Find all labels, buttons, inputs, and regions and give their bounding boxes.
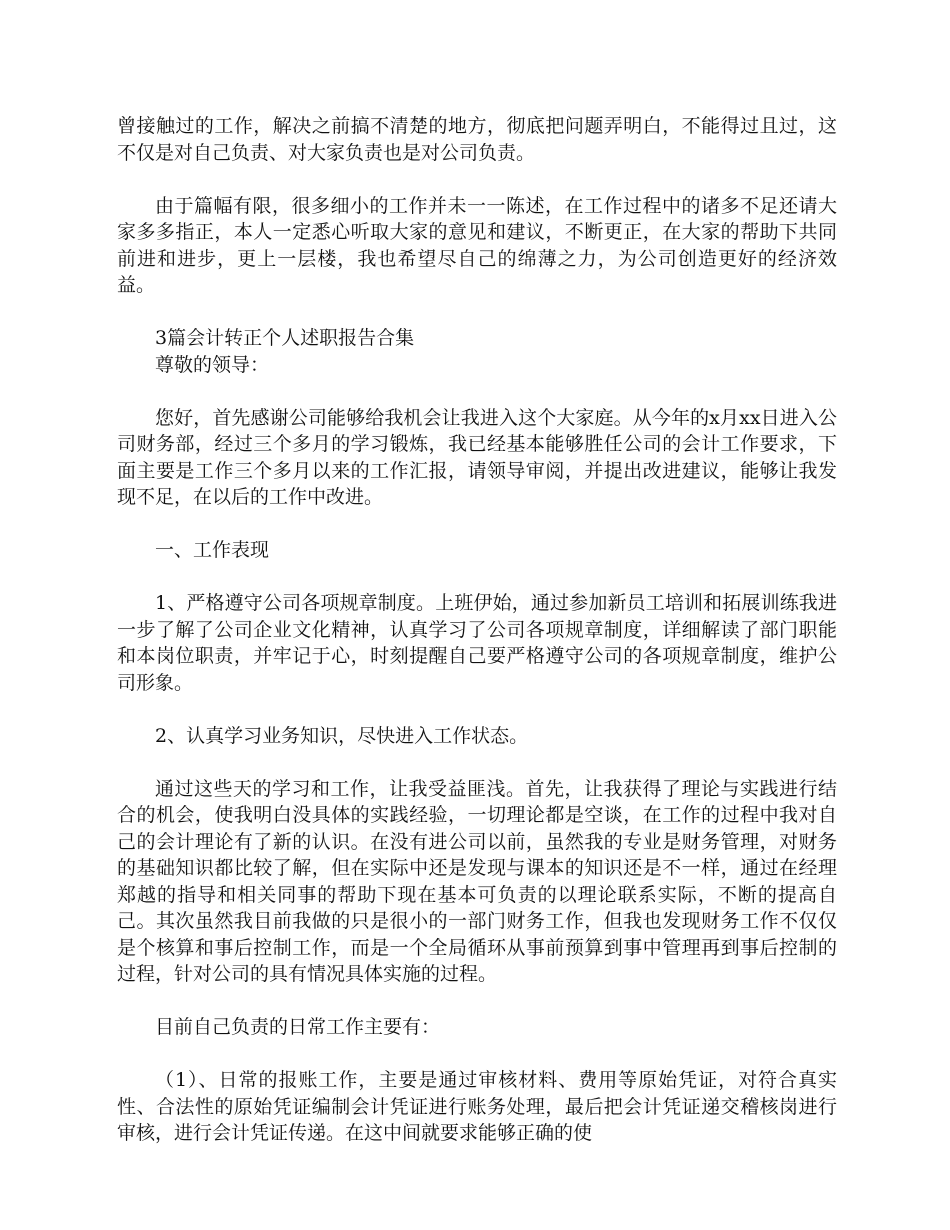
section-heading: 一、工作表现 (155, 539, 270, 561)
paragraph-item-2: 2、认真学习业务知识，尽快进入工作状态。 (155, 724, 529, 747)
document-page (117, 113, 837, 1147)
document-title: 3篇会计转正个人述职报告合集 (155, 327, 415, 349)
paragraph-greeting: 您好，首先感谢公司能够给我机会让我进入这个大家庭。从今年的x月xx日进入公司财务部，经过三个多月的学习锻炼，我已经基本能够胜任公司的会计工作要求，下面主要是工作三个多月以来的工作汇报，请领导审阅，并提出改进建议，能够让我发现不足，在以后的工作中改进。 (117, 406, 837, 508)
paragraph-daily-work-1: （1）、日常的报账工作，主要是通过审核材料、费用等原始凭证，对符合真实性、合法性的原始凭证编制会计凭证进行账务处理，最后把会计凭证递交稽核岗进行审核，进行会计凭证传递。在这中间就要求能够正确的使 (117, 1069, 837, 1144)
paragraph-item-1: 1、严格遵守公司各项规章制度。上班伊始，通过参加新员工培训和拓展训练我进一步了解了公司企业文化精神，认真学习了公司各项规章制度，详细解读了部门职能和本岗位职责，并牢记于心，时刻提醒自己要严格遵守公司的各项规章制度，维护公司形象。 (117, 592, 837, 694)
salutation: 尊敬的领导： (155, 353, 270, 376)
paragraph-closing: 由于篇幅有限，很多细小的工作并未一一陈述，在工作过程中的诸多不足还请大家多多指正，本人一定悉心听取大家的意见和建议，不断更正，在大家的帮助下共同前进和进步，更上一层楼，我也希望尽自己的绵薄之力，为公司创造更好的经济效益。 (117, 194, 837, 296)
paragraph-continuation: 曾接触过的工作，解决之前搞不清楚的地方，彻底把问题弄明白，不能得过且过，这不仅是对自己负责、对大家负责也是对公司负责。 (117, 115, 837, 164)
paragraph-learning: 通过这些天的学习和工作，让我受益匪浅。首先，让我获得了理论与实践进行结合的机会，使我明白没具体的实践经验，一切理论都是空谈，在工作的过程中我对自己的会计理论有了新的认识。在没有进公司以前，虽然我的专业是财务管理，对财务的基础知识都比较了解，但在实际中还是发现与课本的知识还是不一样，通过在经理郑越的指导和相关同事的帮助下现在基本可负责的以理论联系实际，不断的提高自己。其次虽然我目前我做的只是很小的一部门财务工作，但我也发现财务工作不仅仅是个核算和事后控制工作，而是一个全局循环从事前预算到事中管理再到事后控制的过程，针对公司的具有情况具体实施的过程。 (117, 777, 837, 985)
paragraph-daily-work-intro: 目前自己负责的日常工作主要有： (155, 1016, 441, 1038)
